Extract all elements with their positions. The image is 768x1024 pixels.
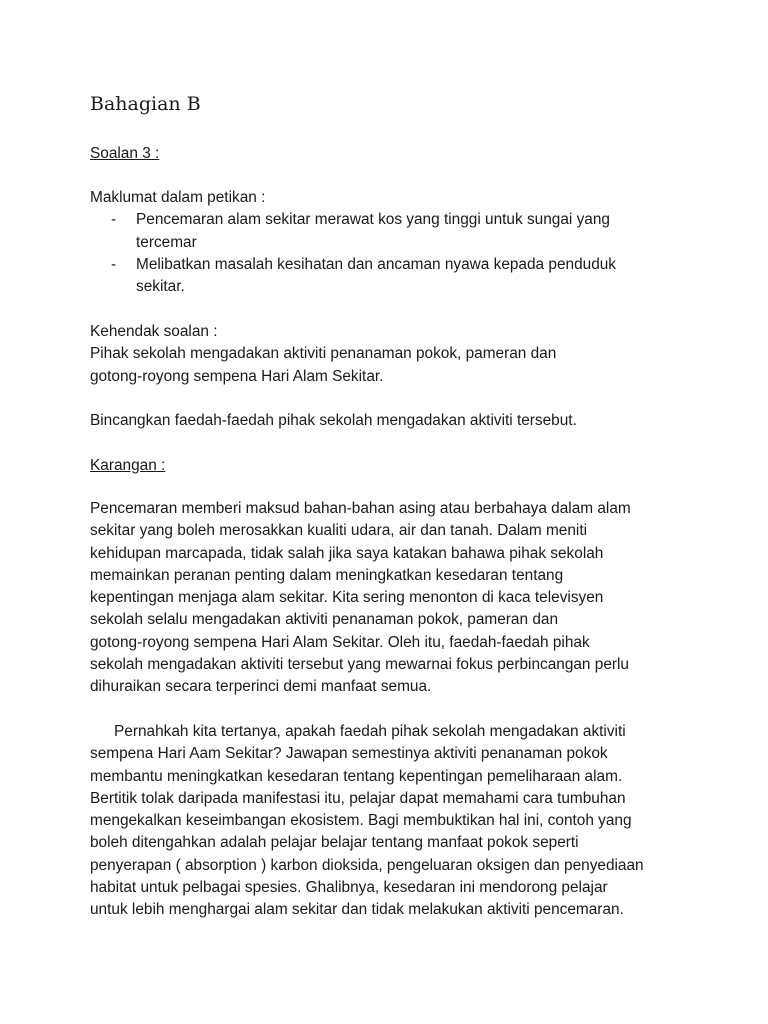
paragraph-line: dihuraikan secara terperinci demi manfaat semua.: [90, 678, 432, 696]
list-item: [90, 209, 700, 254]
bullet-text-line: Pencemaran alam sekitar merawat kos yang tinggi untuk sungai yang: [136, 211, 610, 229]
section-title: Bahagian B: [90, 93, 201, 115]
requirement-section: [90, 321, 700, 388]
task-section: [90, 410, 700, 432]
question-label: Soalan 3 :: [90, 145, 160, 162]
essay-body-paragraph: [90, 721, 700, 922]
paragraph-line: sempena Hari Aam Sekitar? Jawapan semestinya aktiviti penanaman pokok: [90, 745, 608, 763]
paragraph-line: membantu meningkatkan kesedaran tentang kepentingan pemeliharaan alam.: [90, 767, 623, 785]
paragraph-line: gotong-royong sempena Hari Alam Sekitar. Oleh itu, faedah-faedah pihak: [90, 633, 590, 651]
info-section: [90, 187, 700, 298]
info-bullet-list: [90, 209, 700, 298]
bullet-text-line: tercemar: [136, 233, 197, 251]
info-label: Maklumat dalam petikan :: [90, 189, 266, 206]
question-label-block: [90, 143, 700, 165]
essay-label-block: [90, 455, 700, 477]
task-text: Bincangkan faedah-faedah pihak sekolah mengadakan aktiviti tersebut.: [90, 412, 577, 429]
essay-intro-paragraph: [90, 498, 700, 699]
paragraph-line: Pernahkah kita tertanya, apakah faedah pihak sekolah mengadakan aktiviti: [114, 723, 626, 740]
bullet-dash: -: [111, 255, 117, 273]
paragraph-line: kepentingan menjaga alam sekitar. Kita sering menonton di kaca televisyen: [90, 589, 604, 607]
bullet-dash: -: [111, 211, 117, 229]
paragraph-line: kehidupan marcapada, tidak salah jika saya katakan bahawa pihak sekolah: [90, 544, 604, 562]
paragraph-line: sekolah selalu mengadakan aktiviti penanaman pokok, pameran dan: [90, 611, 559, 629]
bullet-text-line: sekitar.: [136, 278, 185, 296]
paragraph-line: habitat untuk pelbagai spesies. Ghalibnya, kesedaran ini mendorong pelajar: [90, 879, 608, 897]
requirement-text-line: Pihak sekolah mengadakan aktiviti penanaman pokok, pameran dan: [90, 345, 557, 363]
requirement-text-line: gotong-royong sempena Hari Alam Sekitar.: [90, 367, 384, 385]
list-item: [90, 254, 700, 299]
paragraph-line: Pencemaran memberi maksud bahan-bahan asing atau berbahaya dalam alam: [90, 500, 631, 517]
requirement-label: Kehendak soalan :: [90, 323, 218, 340]
paragraph-line: sekitar yang boleh merosakkan kualiti udara, air dan tanah. Dalam meniti: [90, 522, 588, 540]
paragraph-line: boleh ditengahkan adalah pelajar belajar tentang manfaat pokok seperti: [90, 834, 579, 852]
bullet-text-line: Melibatkan masalah kesihatan dan ancaman nyawa kepada penduduk: [136, 255, 617, 273]
essay-label: Karangan :: [90, 457, 166, 474]
paragraph-line: Bertitik tolak daripada manifestasi itu, pelajar dapat memahami cara tumbuhan: [90, 789, 626, 807]
paragraph-line: mengekalkan keseimbangan ekosistem. Bagi membuktikan hal ini, contoh yang: [90, 812, 632, 830]
paragraph-line: untuk lebih menghargai alam sekitar dan tidak melakukan aktiviti pencemaran.: [90, 901, 624, 919]
paragraph-line: penyerapan ( absorption ) karbon dioksida, pengeluaran oksigen dan penyediaan: [90, 856, 644, 874]
paragraph-line: sekolah mengadakan aktiviti tersebut yang mewarnai fokus perbincangan perlu: [90, 656, 629, 674]
paragraph-line: memainkan peranan penting dalam meningkatkan kesedaran tentang: [90, 566, 564, 584]
